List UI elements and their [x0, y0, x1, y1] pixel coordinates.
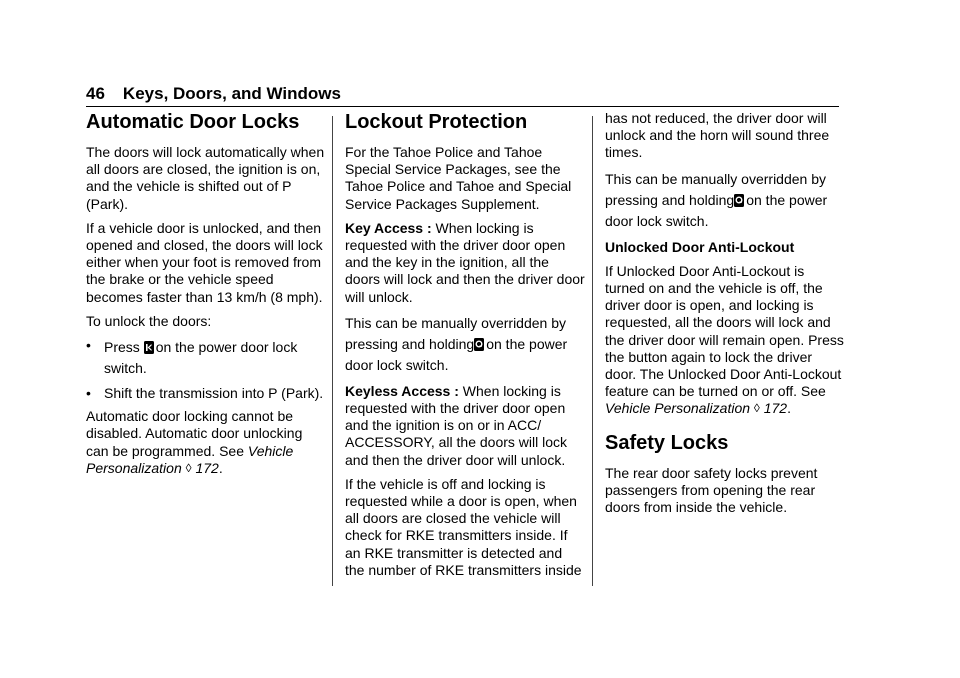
subheading-unlocked-door-anti-lockout: Unlocked Door Anti-Lockout — [605, 238, 795, 255]
bullet-item — [86, 337, 326, 379]
cross-reference-link[interactable]: Vehicle Personalization — [605, 400, 751, 417]
paragraph: Automatic door locking cannot be disabled. Automatic door unlocking can be programmed. See Vehicle Personalization ◊ 172. — [86, 408, 303, 476]
page-number: 46 — [86, 84, 105, 103]
paragraph: If the vehicle is off and locking is requested while a door is open, when all doors are closed the vehicle will check for RKE transmitters inside. If an RKE transmitter is detected and the number of RKE transmitters inside — [345, 475, 582, 578]
column-3 — [605, 110, 845, 523]
lock-icon — [734, 194, 744, 207]
page-reference: 172 — [195, 459, 219, 476]
page-reference-icon: ◊ — [753, 401, 760, 416]
page-reference: 172 — [763, 400, 788, 417]
paragraph: If a vehicle door is unlocked, and then opened and closed, the doors will lock either when your foot is removed from the brake or the vehicle speed becomes faster than 13 km/h (8 mph). — [86, 219, 323, 305]
page-reference-icon: ◊ — [185, 460, 192, 475]
paragraph: This can be manually overridden by pressing and holding on the power door lock switch. — [605, 170, 828, 229]
bullet-item — [86, 385, 326, 402]
column-divider-2 — [592, 116, 593, 586]
paragraph: The doors will lock automatically when all doors are closed, the ignition is on, and the vehicle is shifted out of P (Park). — [86, 144, 325, 212]
bullet-text: Shift the transmission into P (Park). — [104, 385, 324, 402]
bullet-text: on the power door lock switch. — [104, 339, 298, 377]
column-1 — [86, 110, 326, 485]
paragraph: For the Tahoe Police and Tahoe Special Service Packages, see the Tahoe Police and Tahoe and Special Service Packages Supplement. — [345, 144, 572, 212]
heading-lockout-protection: Lockout Protection — [345, 111, 528, 133]
paragraph: This can be manually overridden by pressing and holding on the power door lock switch. — [345, 314, 568, 373]
unlock-icon — [144, 341, 154, 354]
cross-reference-link[interactable]: Vehicle Personalization — [86, 442, 294, 476]
paragraph: The rear door safety locks prevent passengers from opening the rear doors from inside the vehicle. — [605, 464, 818, 516]
section-title: Keys, Doors, and Windows — [122, 84, 341, 103]
lock-icon — [474, 338, 484, 351]
paragraph: To unlock the doors: — [86, 312, 212, 329]
paragraph: If Unlocked Door Anti-Lockout is turned on and the vehicle is off, the driver door is open, and locking is requested, all the doors will lock and the driver door will remain open. Press the button again to lock the driver door. The Unlocked Door Anti-Lockout feature can be turned on or off. See Vehicle Personalization ◊ 172. — [605, 262, 844, 417]
page-header — [86, 84, 341, 104]
term-label: Keyless Access : — [345, 382, 459, 399]
bullet-marker: • — [86, 337, 91, 354]
bullet-text: Press — [104, 339, 140, 356]
term-label: Key Access : — [345, 219, 432, 236]
paragraph: Keyless Access : When locking is requested with the driver door open and the ignition is on or in ACC/ ACCESSORY, all the doors will lock and then the driver door will unlock. — [345, 382, 568, 468]
heading-safety-locks: Safety Locks — [605, 431, 729, 454]
paragraph: has not reduced, the driver door will unlock and the horn will sound three times. — [605, 110, 830, 161]
heading-automatic-door-locks: Automatic Door Locks — [86, 111, 300, 133]
header-rule — [86, 106, 839, 107]
column-divider-1 — [332, 116, 333, 586]
paragraph: Key Access : When locking is requested with the driver door open and the key in the ignition, all the doors will lock and then the driver door will unlock. — [345, 219, 585, 305]
column-2 — [345, 110, 585, 586]
bullet-marker: • — [86, 385, 91, 402]
